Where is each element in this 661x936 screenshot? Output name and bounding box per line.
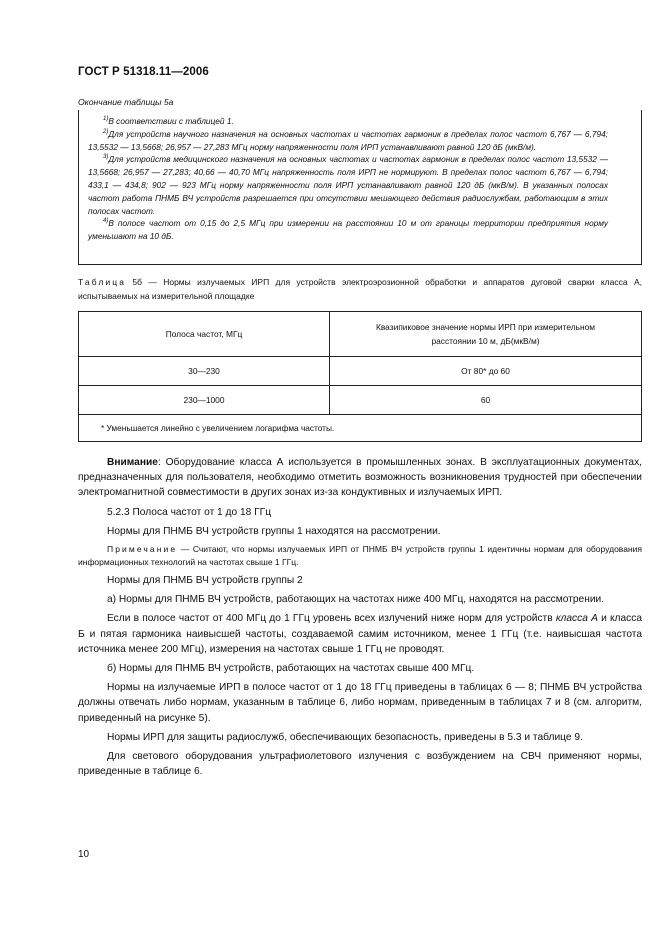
note-1-mark: 1) (103, 116, 109, 123)
page-number: 10 (78, 849, 90, 860)
table-row (79, 357, 642, 386)
attention-text: : Оборудование класса А используется в промышленных зонах. В эксплуатационных документах, предназначенных для пользователя, необходимо отметить возможность возникновения трудностей при обеспечении электромагнитной совместимости в других зонах из-за кондуктивных и излучаемых ИРП. (78, 457, 642, 499)
note-4-mark: 4) (103, 218, 109, 225)
attention-label: Внимание (107, 457, 158, 468)
cell-limit: 60 (330, 386, 642, 415)
table-word: Таблица (78, 277, 127, 287)
paragraph: Для светового оборудования ультрафиолетового излучения с возбуждением на СВЧ применяют нормы, приведенные в таблице 6. (78, 751, 642, 778)
note-text: — Считают, что нормы излучаемых ИРП от ПНМБ ВЧ устройств группы 1 идентичны нормам для оборудования информационных технологий на частотах свыше 1 ГГц. (78, 544, 642, 568)
table-footnote: * Уменьшается линейно с увеличением логарифма частоты. (79, 415, 642, 442)
note-3-text: Для устройств медицинского назначения на основных частотах и частотах гармоник в пределах полос частот 13,5532 — 13,5668; 26,957 — 27,283; 40,66 — 40,70 МГц напряженность поля ИРП не нормируют. В пределах полос частот 6,767 — 6,794; 433,1 — 434,8; 902 — 923 МГц норму напряженности поля ИРП устанавливают равной 120 дБ (мкВ/м). В указанных полосах частот работа ПНМБ ВЧ устройств разрешается при отсутствии мешающего действия радиослужбам, работающим в этих полосах частот. (88, 154, 608, 216)
attention-paragraph (78, 455, 642, 501)
table-continuation-caption: Окончание таблицы 5а (78, 97, 174, 107)
document-code: ГОСТ Р 51318.11—2006 (78, 66, 209, 78)
note-paragraph (78, 543, 642, 569)
table-5a-notes-box (78, 110, 642, 265)
note-2 (88, 128, 608, 154)
column-header-limit-line2: расстоянии 10 м, дБ(мкВ/м) (431, 336, 540, 346)
column-header-limit (330, 312, 642, 357)
cell-band: 230—1000 (79, 386, 330, 415)
table-number: 5б (132, 277, 142, 287)
column-header-band (79, 312, 330, 357)
main-text (78, 455, 642, 779)
paragraph: Нормы на излучаемые ИРП в полосе частот от 1 до 18 ГГц приведены в таблицах 6 — 8; ПНМБ ВЧ устройства должны отвечать либо нормам, указанным в таблице 6, либо нормам, приведенным в таблицах 7 и 8 (см. алгоритм, приведенный на рисунке 5). (78, 682, 642, 724)
column-header-band-text: Полоса частот, МГц (165, 329, 243, 339)
paragraph: б) Нормы для ПНМБ ВЧ устройств, работающих на частотах свыше 400 МГц. (107, 663, 475, 675)
table-header-row (79, 312, 642, 357)
table-5b (78, 311, 642, 442)
cell-band: 30—230 (79, 357, 330, 386)
note-label: Примечание (107, 544, 178, 555)
table-row (79, 386, 642, 415)
note-4 (88, 217, 608, 243)
table-5a-notes (88, 115, 608, 243)
paragraph-part: Если в полосе частот от 400 МГц до 1 ГГц уровень всех излучений ниже норм для устройств (107, 613, 556, 625)
note-1-text: В соответствии с таблицей 1. (108, 116, 234, 126)
section-heading: 5.2.3 Полоса частот от 1 до 18 ГГц (107, 506, 272, 518)
column-header-limit-line1: Квазипиковое значение нормы ИРП при измерительном (375, 322, 596, 332)
note-1 (88, 115, 608, 128)
paragraph-part: и класса Б и пятая гармоника наивысшей частоты, создаваемой самим источником, менее 1 ГГц (т.е. наивысшая частота источника менее 200 МГц), измерения на частотах свыше 1 ГГц не проводят. (78, 613, 642, 655)
note-2-mark: 2) (103, 129, 109, 136)
class-a-emphasis: класса А (555, 613, 598, 625)
table-5b-caption (78, 275, 642, 303)
table-footnote-row (79, 415, 642, 442)
paragraph: Нормы для ПНМБ ВЧ устройств группы 2 (107, 575, 303, 587)
paragraph (78, 611, 642, 657)
table-title: — Нормы излучаемых ИРП для устройств электроэрозионной обработки и аппаратов дуговой сварки класса А, испытываемых на измерительной площадке (78, 277, 642, 301)
note-4-text: В полосе частот от 0,15 до 2,5 МГц при измерении на расстоянии 10 м от границы территории предприятия норму уменьшают на 10 дБ. (88, 218, 608, 242)
paragraph: Нормы ИРП для защиты радиослужб, обеспечивающих безопасность, приведены в 5.3 и таблице 9. (107, 731, 583, 743)
paragraph: Нормы для ПНМБ ВЧ устройств группы 1 находятся на рассмотрении. (107, 525, 441, 537)
cell-limit: От 80* до 60 (330, 357, 642, 386)
paragraph: а) Нормы для ПНМБ ВЧ устройств, работающих на частотах ниже 400 МГц, находятся на рассмотрении. (107, 594, 605, 606)
note-2-text: Для устройств научного назначения на основных частотах и частотах гармоник в пределах полос частот 6,767 — 6,794; 13,5532 — 13,5668; 26,957 — 27,283 МГц норму напряженности поля ИРП устанавливают равной 120 дБ (мкВ/м). (88, 128, 608, 152)
note-3 (88, 153, 608, 217)
note-3-mark: 3) (103, 154, 109, 161)
